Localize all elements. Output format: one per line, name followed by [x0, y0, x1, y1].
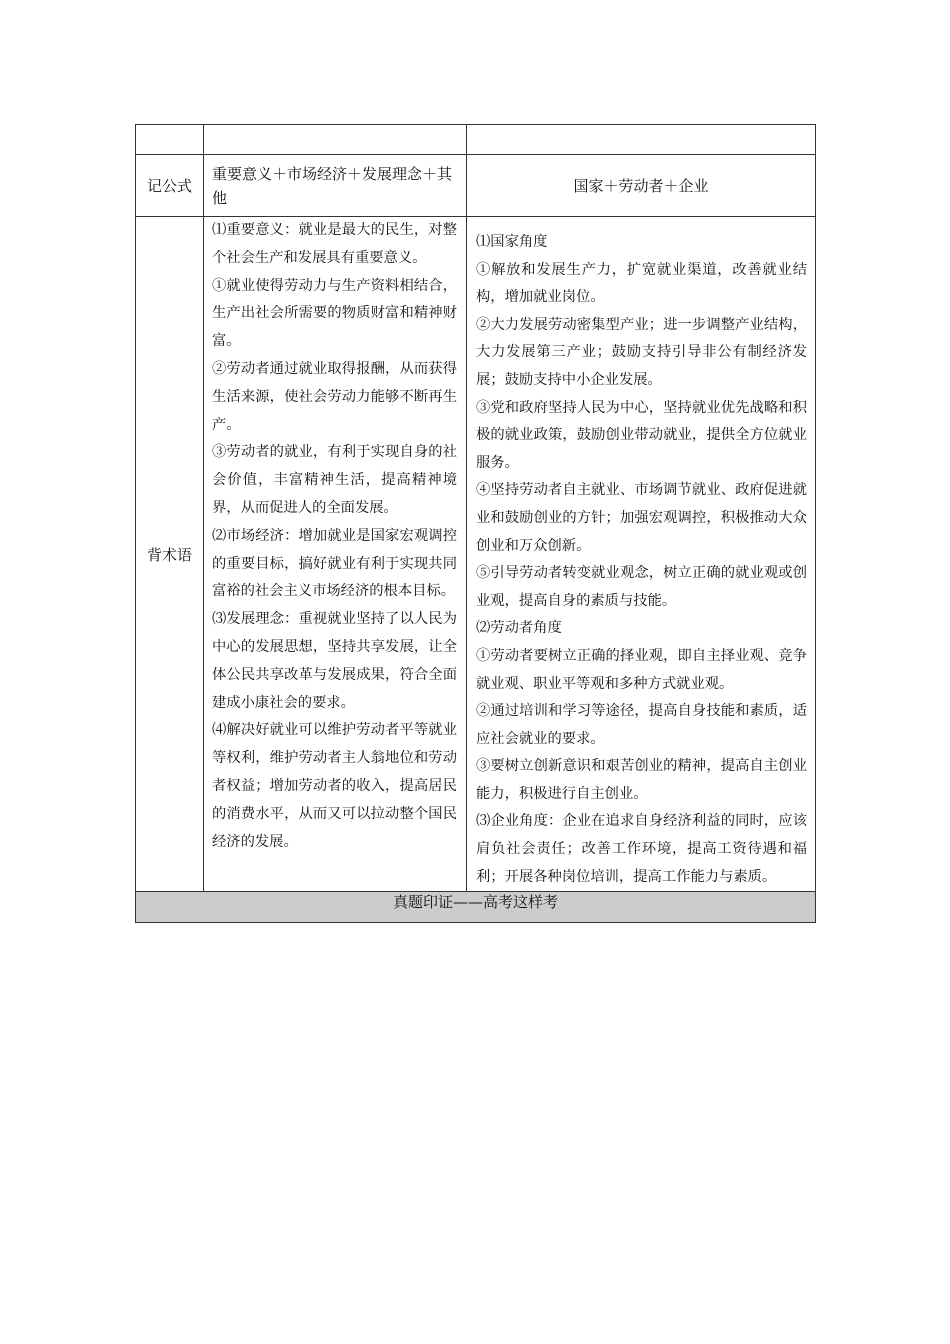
significance-paragraph: ⑵市场经济：增加就业是国家宏观调控的重要目标，搞好就业有利于实现共同富裕的社会主义市场经济的根本目标。	[212, 527, 457, 600]
measures-paragraph: ⑴国家角度	[476, 234, 548, 250]
measures-paragraph: ①劳动者要树立正确的择业观，即自主择业观、竞争就业观、职业平等观和多种方式就业观。	[476, 647, 807, 692]
significance-paragraph: ③劳动者的就业，有利于实现自身的社会价值，丰富精神生活，提高精神境界，从而促进人的全面发展。	[212, 444, 457, 516]
measures-paragraph: ⑵劳动者角度	[476, 620, 562, 637]
footer-heading: 真题印证——高考这样考	[136, 892, 816, 923]
measures-cell	[467, 217, 816, 892]
significance-paragraph: ⑷解决好就业可以维护劳动者平等就业等权利，维护劳动者主人翁地位和劳动者权益；增加劳动者的收入，提高居民的消费水平，从而又可以拉动整个国民经济的发展。	[212, 722, 457, 850]
memorize-row-label: 背术语	[136, 217, 204, 892]
significance-cell	[204, 217, 467, 892]
significance-paragraph: ⑶发展理念：重视就业坚持了以人民为中心的发展思想，坚持共享发展，让全体公民共享改革与发展成果，符合全面建成小康社会的要求。	[212, 611, 457, 711]
measures-paragraph: ③党和政府坚持人民为中心，坚持就业优先战略和积极的就业政策，鼓励创业带动就业，提供全方位就业服务。	[476, 399, 807, 471]
measures-paragraph: ③要树立创新意识和艰苦创业的精神，提高自主创业能力，积极进行自主创业。	[476, 758, 807, 802]
empty-cell	[467, 125, 816, 155]
empty-cell	[204, 125, 467, 155]
empty-header-row	[136, 125, 816, 155]
significance-paragraph: ⑴重要意义：就业是最大的民生，对整个社会生产和发展具有重要意义。	[212, 222, 457, 266]
significance-paragraph: ①就业使得劳动力与生产资料相结合，生产出社会所需要的物质财富和精神财富。	[212, 277, 457, 350]
measures-paragraph: ⑶企业角度：企业在追求自身经济利益的同时，应该肩负社会责任；改善工作环境，提高工资待遇和福利；开展各种岗位培训，提高工作能力与素质。	[476, 813, 807, 885]
formula-row-label: 记公式	[136, 155, 204, 217]
formula-left-cell: 重要意义＋市场经济＋发展理念＋其他	[204, 155, 467, 217]
formula-right-cell: 国家＋劳动者＋企业	[467, 155, 816, 217]
formula-row	[136, 155, 816, 217]
measures-paragraph: ②大力发展劳动密集型产业；进一步调整产业结构，大力发展第三产业；鼓励支持引导非公有制经济发展；鼓励支持中小企业发展。	[476, 316, 807, 388]
footer-row	[136, 892, 816, 923]
empty-cell	[136, 125, 204, 155]
measures-paragraph: ④坚持劳动者自主就业、市场调节就业、政府促进就业和鼓励创业的方针；加强宏观调控，积极推动大众创业和万众创新。	[476, 482, 807, 554]
measures-paragraph: ⑤引导劳动者转变就业观念，树立正确的就业观或创业观，提高自身的素质与技能。	[476, 565, 807, 609]
measures-paragraph: ①解放和发展生产力，扩宽就业渠道，改善就业结构，增加就业岗位。	[476, 261, 807, 306]
measures-paragraph: ②通过培训和学习等途径，提高自身技能和素质，适应社会就业的要求。	[476, 703, 807, 747]
memorize-row	[136, 217, 816, 892]
summary-table	[135, 124, 816, 923]
significance-paragraph: ②劳动者通过就业取得报酬，从而获得生活来源，使社会劳动力能够不断再生产。	[212, 360, 457, 433]
